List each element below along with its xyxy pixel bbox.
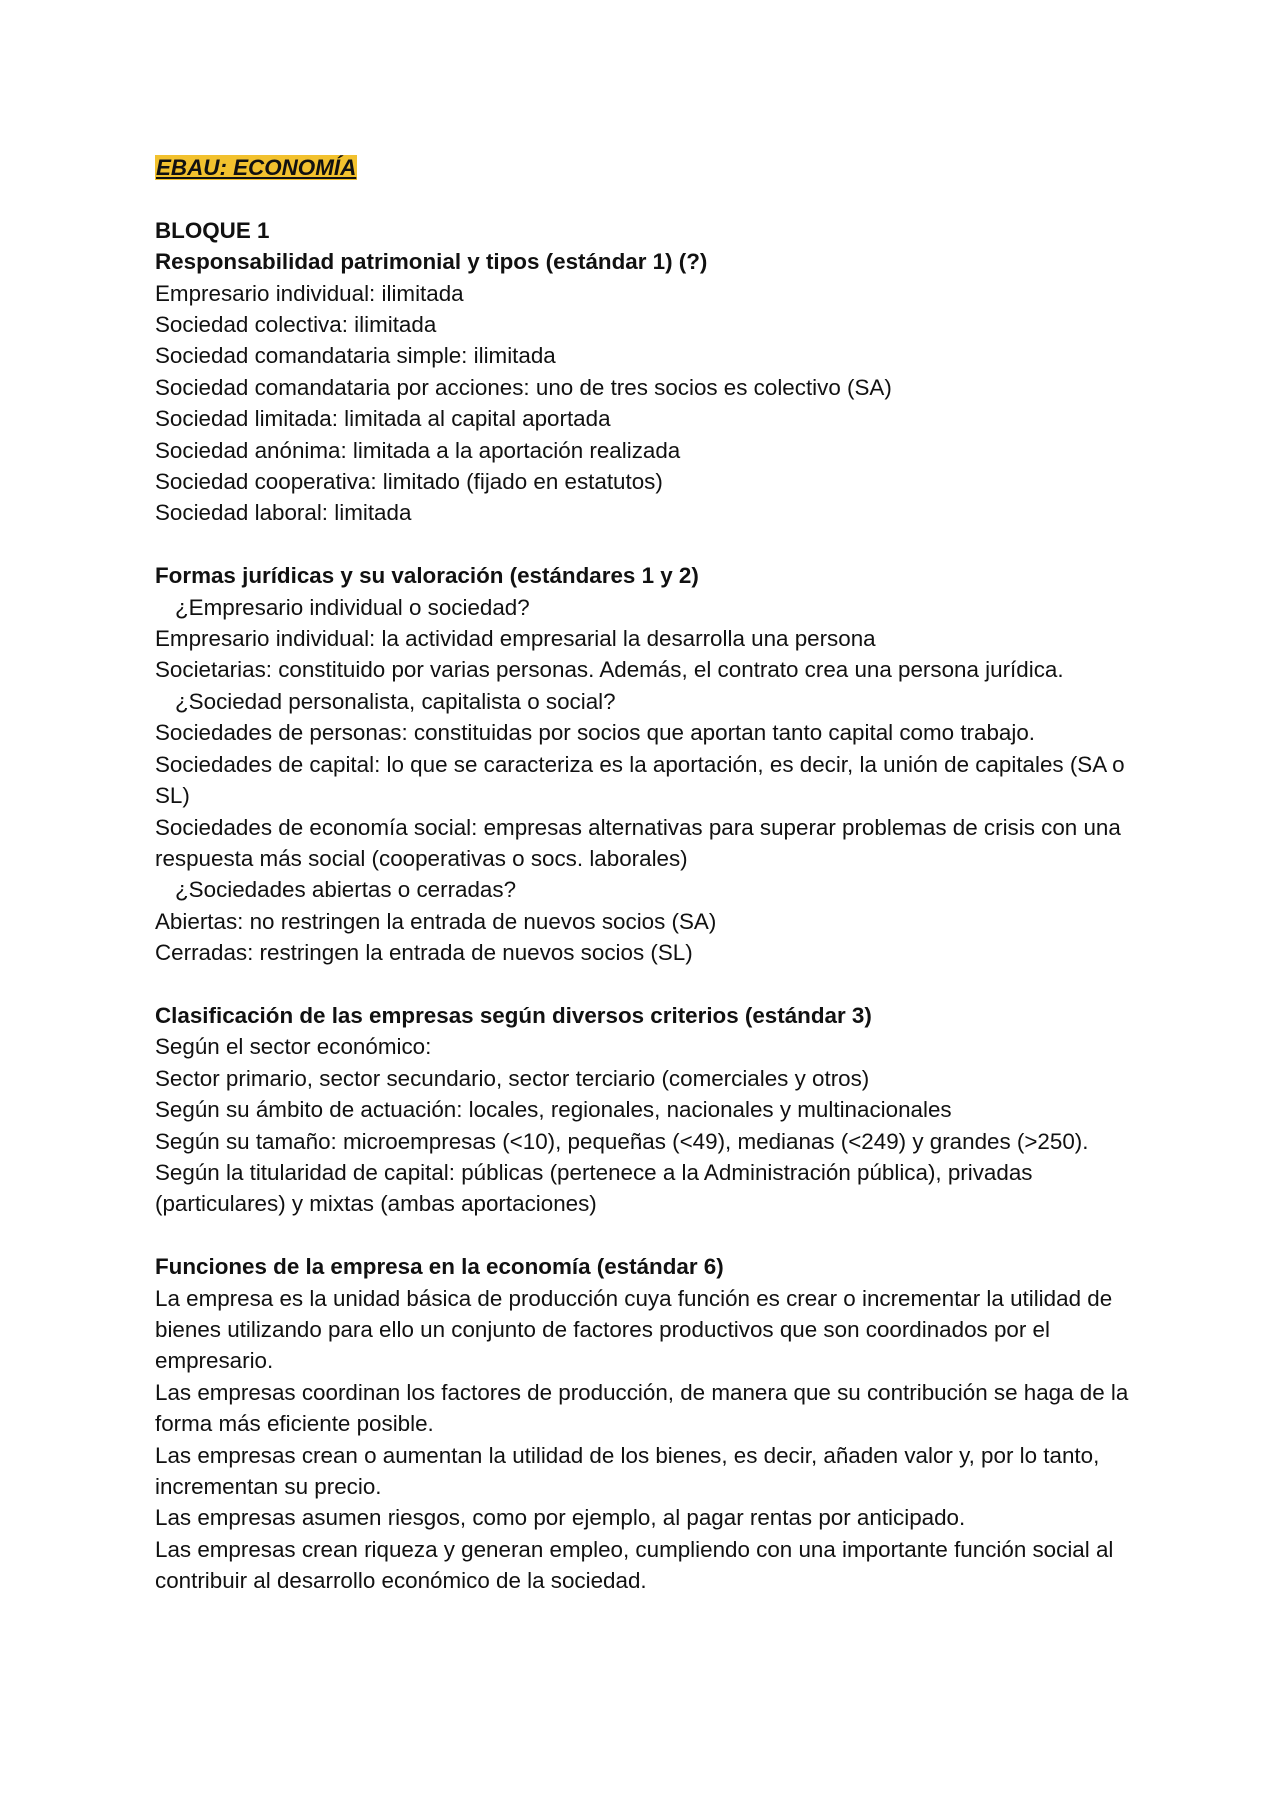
body-line: Sociedad cooperativa: limitado (fijado en estatutos) bbox=[155, 469, 663, 495]
bloque-heading: BLOQUE 1 bbox=[155, 217, 270, 243]
body-line: Sociedad comandataria simple: ilimitada bbox=[155, 343, 556, 369]
section bbox=[155, 246, 1155, 529]
spacer bbox=[155, 969, 1155, 1000]
body-line: Cerradas: restringen la entrada de nuevos socios (SL) bbox=[155, 940, 693, 966]
body-line: Empresario individual: ilimitada bbox=[155, 280, 464, 306]
body-line: Según su tamaño: microempresas (<10), pequeñas (<49), medianas (<249) y grandes (>250). bbox=[155, 1128, 1089, 1154]
body-line: Las empresas asumen riesgos, como por ejemplo, al pagar rentas por anticipado. bbox=[155, 1505, 966, 1531]
body-line: Las empresas crean o aumentan la utilidad de los bienes, es decir, añaden valor y, por lo tanto, incrementan su precio. bbox=[155, 1442, 1100, 1499]
document-title-highlight: EBAU: ECONOMÍA bbox=[156, 155, 357, 180]
body-line: Según su ámbito de actuación: locales, regionales, nacionales y multinacionales bbox=[155, 1097, 952, 1123]
body-line: Las empresas crean riqueza y generan empleo, cumpliendo con una importante función social al contribuir al desarrollo económico de la sociedad. bbox=[155, 1536, 1114, 1594]
section-heading: Funciones de la empresa en la economía (estándar 6) bbox=[155, 1254, 724, 1280]
body-line: Sociedad anónima: limitada a la aportación realizada bbox=[155, 437, 681, 463]
body-line: Sociedades de personas: constituidas por socios que aportan tanto capital como trabajo. bbox=[155, 720, 1036, 746]
body-line: Empresario individual: la actividad empresarial la desarrolla una persona bbox=[155, 626, 876, 652]
section-heading: Responsabilidad patrimonial y tipos (estándar 1) (?) bbox=[155, 249, 708, 275]
section bbox=[155, 1000, 1155, 1220]
subheading-question: ¿Sociedades abiertas o cerradas? bbox=[175, 877, 517, 903]
spacer bbox=[155, 183, 1155, 214]
section-heading: Formas jurídicas y su valoración (estándares 1 y 2) bbox=[155, 563, 699, 589]
body-line: Abiertas: no restringen la entrada de nuevos socios (SA) bbox=[155, 908, 717, 934]
body-line: Sociedades de capital: lo que se caracteriza es la aportación, es decir, la unión de capitales (SA o SL) bbox=[155, 751, 1125, 809]
section-heading: Clasificación de las empresas según diversos criterios (estándar 3) bbox=[155, 1002, 872, 1028]
subheading-question: ¿Empresario individual o sociedad? bbox=[175, 594, 530, 620]
body-line: Según el sector económico: bbox=[155, 1034, 432, 1060]
body-line: Sociedad colectiva: ilimitada bbox=[155, 312, 437, 338]
body-line: La empresa es la unidad básica de producción cuya función es crear o incrementar la utilidad de bienes utilizando para ello un conjunto de factores productivos que son coordinados por el empresario. bbox=[155, 1285, 1113, 1374]
body-line: Sociedades de economía social: empresas alternativas para superar problemas de crisis con una respuesta más social (cooperativas o socs. laborales) bbox=[155, 814, 1121, 871]
spacer bbox=[155, 529, 1155, 560]
sections-container bbox=[155, 246, 1155, 1596]
body-line: Sociedad comandataria por acciones: uno de tres socios es colectivo (SA) bbox=[155, 374, 892, 400]
subheading-question: ¿Sociedad personalista, capitalista o social? bbox=[175, 688, 616, 714]
body-line: Según la titularidad de capital: públicas (pertenece a la Administración pública), privadas (particulares) y mixtas (ambas aportaciones) bbox=[155, 1159, 1033, 1217]
document-page bbox=[155, 152, 1155, 1597]
spacer bbox=[155, 1220, 1155, 1251]
section bbox=[155, 1251, 1155, 1596]
body-line: Societarias: constituido por varias personas. Además, el contrato crea una persona jurídica. bbox=[155, 657, 1064, 683]
document-title bbox=[155, 152, 1155, 183]
body-line: Sociedad limitada: limitada al capital aportada bbox=[155, 406, 611, 432]
body-line: Sociedad laboral: limitada bbox=[155, 500, 412, 526]
body-line: Las empresas coordinan los factores de producción, de manera que su contribución se haga de la forma más eficiente posible. bbox=[155, 1379, 1129, 1437]
body-line: Sector primario, sector secundario, sector terciario (comerciales y otros) bbox=[155, 1065, 870, 1091]
section bbox=[155, 560, 1155, 968]
